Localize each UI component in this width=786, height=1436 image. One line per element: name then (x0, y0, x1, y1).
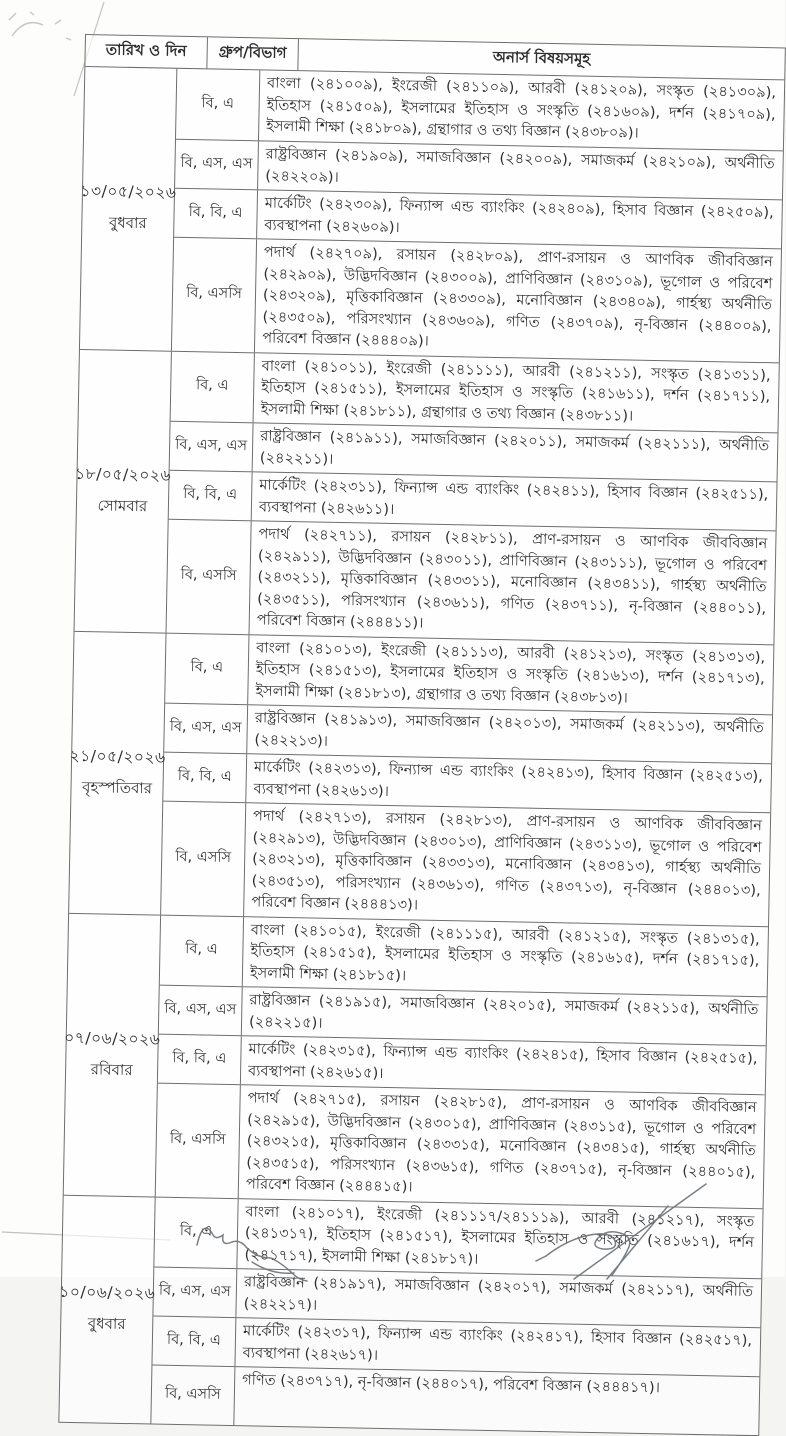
subjects-cell: পদার্থ (২৪২৭১৩), রসায়ন (২৪২৮১৩), প্রাণ-রসায়ন ও আণবিক জীববিজ্ঞান (২৪২৯১৩), উদ্ভিদবিজ্ঞান (২৪৩০১৩), প্রাণিবিজ্ঞান (২৪৩১১৩), ভূগোল ও পরিবেশ (২৪৩২১৩), মৃত্তিকাবিজ্ঞান (২৪৩৩১৩), মনোবিজ্ঞান (২৪৩৪১৩), গার্হস্থ্য অর্থনীতি (২৪৩৫১৩), পরিসংখ্যান (২৪৩৬১৩), গণিত (২৪৩৭১৩), নৃ-বিজ্ঞান (২৪৪০১৩), পরিবেশ বিজ্ঞান (২৪৪৪১৩)। (251, 807, 763, 914)
group-cell: বি, এসসি (151, 1366, 235, 1426)
group-cell: বি, এ (160, 915, 244, 986)
group-cell: বি, বি, এ (169, 471, 253, 521)
date-text: ১৩/০৫/২০২৬ (80, 182, 177, 203)
group-cell: বি, এসসি (161, 802, 246, 916)
subjects-cell: পদার্থ (২৪২৭১১), রসায়ন (২৪২৮১১), প্রাণ-রসায়ন ও আণবিক জীববিজ্ঞান (২৪২৯১১), উদ্ভিদবিজ্ঞান (২৪৩০১১), প্রাণিবিজ্ঞান (২৪৩১১১), ভূগোল ও পরিবেশ (২৪৩২১১), মৃত্তিকাবিজ্ঞান (২৪৩৩১১), মনোবিজ্ঞান (২৪৩৪১১), গার্হস্থ্য অর্থনীতি (২৪৩৫১১), পরিসংখ্যান (২৪৩৬১১), গণিত (২৪৩৭১১), নৃ-বিজ্ঞান (২৪৪০১১), পরিবেশ বিজ্ঞান (২৪৪৪১১)। (256, 525, 768, 632)
date-cell (59, 1195, 155, 1423)
subjects-cell: রাষ্ট্রবিজ্ঞান (২৪১৯১১), সমাজবিজ্ঞান (২৪২০১১), সমাজকর্ম (২৪২১১১), অর্থনীতি (২৪২২১১)। (259, 427, 770, 468)
date-block (69, 631, 773, 926)
date-text: ০৭/০৬/২০২৬ (64, 1028, 161, 1049)
group-cell: বি, বি, এ (152, 1317, 236, 1367)
subjects-cell: মার্কেটিং (২৪২৩০৯), ফিন্যান্স এন্ড ব্যাংকিং (২৪২৪০৯), হিসাব বিজ্ঞান (২৪২৫০৯), ব্যবস্থাপনা (২৪২৬০৯)। (264, 194, 774, 236)
group-cell: বি, এ (154, 1197, 238, 1268)
subjects-cell: মার্কেটিং (২৪২৩১৩), ফিন্যান্স এন্ড ব্যাংকিং (২৪২৪১৩), হিসাব বিজ্ঞান (২৪২৫১৩), ব্যবস্থাপনা (২৪২৬১৩)। (253, 758, 764, 800)
group-cell: বি, এস, এস (164, 704, 248, 754)
group-cell: বি, এস, এস (170, 422, 254, 472)
date-block (80, 67, 784, 363)
subjects-cell: বাংলা (২৪১০০৯), ইংরেজী (২৪১১০৯), আরবী (২৪১২০৯), সংস্কৃত (২৪১৩০৯), ইতিহাস (২৪১৫০৯), ইসলামের ইতিহাস ও সংস্কৃতি (২৪১৬০৯), দর্শন (২৪১৭০৯), ইসলামী শিক্ষা (২৪১৮০৯), গ্রন্থাগার ও তথ্য বিজ্ঞান (২৪৩৮০৯)। (266, 74, 777, 142)
date-text: ১৮/০৫/২০২৬ (74, 464, 172, 485)
group-cell: বি, বি, এ (174, 189, 258, 239)
group-cell: বি, এ (176, 69, 260, 141)
group-row (171, 351, 779, 433)
group-cell: বি, এস, এস (159, 986, 243, 1036)
subjects-cell: বাংলা (২৪১০১১), ইংরেজী (২৪১১১১), আরবী (২৪১২১১), সংস্কৃত (২৪১৩১১), ইতিহাস (২৪১৫১১), ইসলামের ইতিহাস ও সংস্কৃতি (২৪১৬১১), দর্শন (২৪১৭১১), ইসলামী শিক্ষা (২৪১৮১১), গ্রন্থাগার ও তথ্য বিজ্ঞান (২৪৩৮১১)। (260, 356, 771, 425)
date-block (64, 913, 768, 1208)
group-cell: বি, এস, এস (153, 1268, 237, 1318)
subjects-cell: রাষ্ট্রবিজ্ঞান (২৪১৯১৫), সমাজবিজ্ঞান (২৪২০১৫), সমাজকর্ম (২৪২১১৫), অর্থনীতি (২৪২২১৫)। (248, 991, 759, 1032)
group-cell: বি, এসসি (172, 238, 257, 352)
group-cell: বি, এস, এস (175, 140, 259, 190)
date-cell (64, 913, 161, 1196)
group-row (165, 633, 773, 715)
day-text: বুধবার (108, 213, 147, 233)
group-cell: বি, এসসি (156, 1084, 241, 1198)
subjects-cell: গণিত (২৪৩৭১৭), নৃ-বিজ্ঞান (২৪৪০১৭), পরিবেশ বিজ্ঞান (২৪৪৪১৭)। (242, 1371, 661, 1397)
subjects-cell: বাংলা (২৪১০১৩), ইংরেজী (২৪১১১৩), আরবী (২৪১২১৩), সংস্কৃত (২৪১৩১৩), ইতিহাস (২৪১৫১৩), ইসলামের ইতিহাস ও সংস্কৃতি (২৪১৬১৩), দর্শন (২৪১৭১৩), ইসলামী শিক্ষা (২৪১৮১৩), গ্রন্থাগার ও তথ্য বিজ্ঞান (২৪৩৮১৩)। (255, 638, 766, 707)
subjects-cell: মার্কেটিং (২৪২৩১১), ফিন্যান্স এন্ড ব্যাংকিং (২৪২৪১১), হিসাব বিজ্ঞান (২৪২৫১১), ব্যবস্থাপনা (২৪২৬১১)। (258, 476, 769, 518)
subjects-cell: রাষ্ট্রবিজ্ঞান (২৪১৯১৭), সমাজবিজ্ঞান (২৪২০১৭), সমাজকর্ম (২৪২১১৭), অর্থনীতি (২৪২২১৭)। (243, 1273, 754, 1314)
date-cell (75, 349, 172, 632)
day-text: রবিবার (90, 1059, 133, 1079)
col-header-date: তারিখ ও দিন (85, 35, 208, 68)
col-header-subjects: অনার্স বিষয়সমূহ (492, 47, 591, 68)
date-text: ২১/০৫/২০২৬ (69, 746, 166, 767)
subjects-cell: রাষ্ট্রবিজ্ঞান (২৪১৯১৩), সমাজবিজ্ঞান (২৪২০১৩), সমাজকর্ম (২৪২১১৩), অর্থনীতি (২৪২২১৩)। (254, 709, 764, 750)
date-block (75, 349, 779, 644)
group-row (160, 915, 768, 997)
subjects-cell: বাংলা (২৪১০১৭), ইংরেজী (২৪১১১৭/২৪১১১৯), আরবী (২৪১২১৭), সংস্কৃত (২৪১৩১৭), ইতিহাস (২৪১৫১৭), ইসলামের ইতিহাস ও সংস্কৃতি (২৪১৬১৭), দর্শন (২৪১৭১৭), ইসলামী শিক্ষা (২৪১৮১৭)। (244, 1202, 755, 1268)
subjects-cell: রাষ্ট্রবিজ্ঞান (২৪১৯০৯), সমাজবিজ্ঞান (২৪২০০৯), সমাজকর্ম (২৪২১০৯), অর্থনীতি (২৪২২০৯)। (265, 145, 775, 186)
col-header-group: গ্রুপ/বিভাগ (207, 37, 299, 70)
smudge-mark (9, 12, 71, 40)
group-row (167, 520, 776, 644)
date-cell (80, 67, 177, 350)
date-cell (69, 631, 166, 914)
exam-routine-table (58, 34, 786, 1436)
subjects-cell: পদার্থ (২৪২৭১৫), রসায়ন (২৪২৮১৫), প্রাণ-রসায়ন ও আণবিক জীববিজ্ঞান (২৪২৯১৫), উদ্ভিদবিজ্ঞান (২৪৩০১৫), প্রাণিবিজ্ঞান (২৪৩১১৫), ভূগোল ও পরিবেশ (২৪৩২১৫), মৃত্তিকাবিজ্ঞান (২৪৩৩১৫), মনোবিজ্ঞান (২৪৩৪১৫), গার্হস্থ্য অর্থনীতি (২৪৩৫১৫), পরিসংখ্যান (২৪৩৬১৫), গণিত (২৪৩৭১৫), নৃ-বিজ্ঞান (২৪৪০১৫), পরিবেশ বিজ্ঞান (২৪৪৪১৫)। (245, 1089, 757, 1196)
group-cell: বি, এসসি (167, 520, 252, 634)
subjects-cell: পদার্থ (২৪২৭০৯), রসায়ন (২৪২৮০৯), প্রাণ-রসায়ন ও আণবিক জীববিজ্ঞান (২৪২৯০৯), উদ্ভিদবিজ্ঞান (২৪৩০০৯), প্রাণিবিজ্ঞান (২৪৩১০৯), ভূগোল ও পরিবেশ (২৪৩২০৯), মৃত্তিকাবিজ্ঞান (২৪৩৩০৯), মনোবিজ্ঞান (২৪৩৪০৯), গার্হস্থ্য অর্থনীতি (২৪৩৫০৯), পরিসংখ্যান (২৪৩৬০৯), গণিত (২৪৩৭০৯), নৃ-বিজ্ঞান (২৪৪০০৯), পরিবেশ বিজ্ঞান (২৪৪৪০৯)। (262, 243, 773, 350)
subjects-cell: মার্কেটিং (২৪২৩১৭), ফিন্যান্স এন্ড ব্যাংকিং (২৪২৪১৭), হিসাব বিজ্ঞান (২৪২৫১৭), ব্যবস্থাপনা (২৪২৬১৭)। (242, 1322, 753, 1364)
group-row (172, 238, 781, 362)
group-row (176, 69, 784, 152)
group-cell: বি, বি, এ (163, 753, 247, 803)
day-text: সোমবার (97, 495, 148, 515)
group-cell: বি, এ (171, 351, 255, 422)
subjects-cell: বাংলা (২৪১০১৫), ইংরেজী (২৪১১১৫), আরবী (২৪১২১৫), সংস্কৃত (২৪১৩১৫), ইতিহাস (২৪১৫১৫), ইসলামের ইতিহাস ও সংস্কৃতি (২৪১৬১৫), দর্শন (২৪১৭১৫), ইসলামী শিক্ষা (২৪১৮১৫)। (249, 920, 760, 984)
date-text: ১০/০৬/২০২৬ (59, 1282, 156, 1303)
group-row (156, 1084, 765, 1208)
group-cell: বি, বি, এ (158, 1035, 242, 1085)
group-row (161, 802, 770, 926)
date-block (59, 1195, 762, 1435)
group-row (151, 1366, 759, 1436)
day-text: বুধবার (87, 1314, 126, 1334)
group-cell: বি, এ (165, 633, 249, 704)
group-row (154, 1197, 762, 1279)
day-text: বৃহস্পতিবার (81, 777, 153, 797)
subjects-cell: মার্কেটিং (২৪২৩১৫), ফিন্যান্স এন্ড ব্যাংকিং (২৪২৪১৫), হিসাব বিজ্ঞান (২৪২৫১৫), ব্যবস্থাপনা (২৪২৬১৫)। (247, 1040, 758, 1082)
